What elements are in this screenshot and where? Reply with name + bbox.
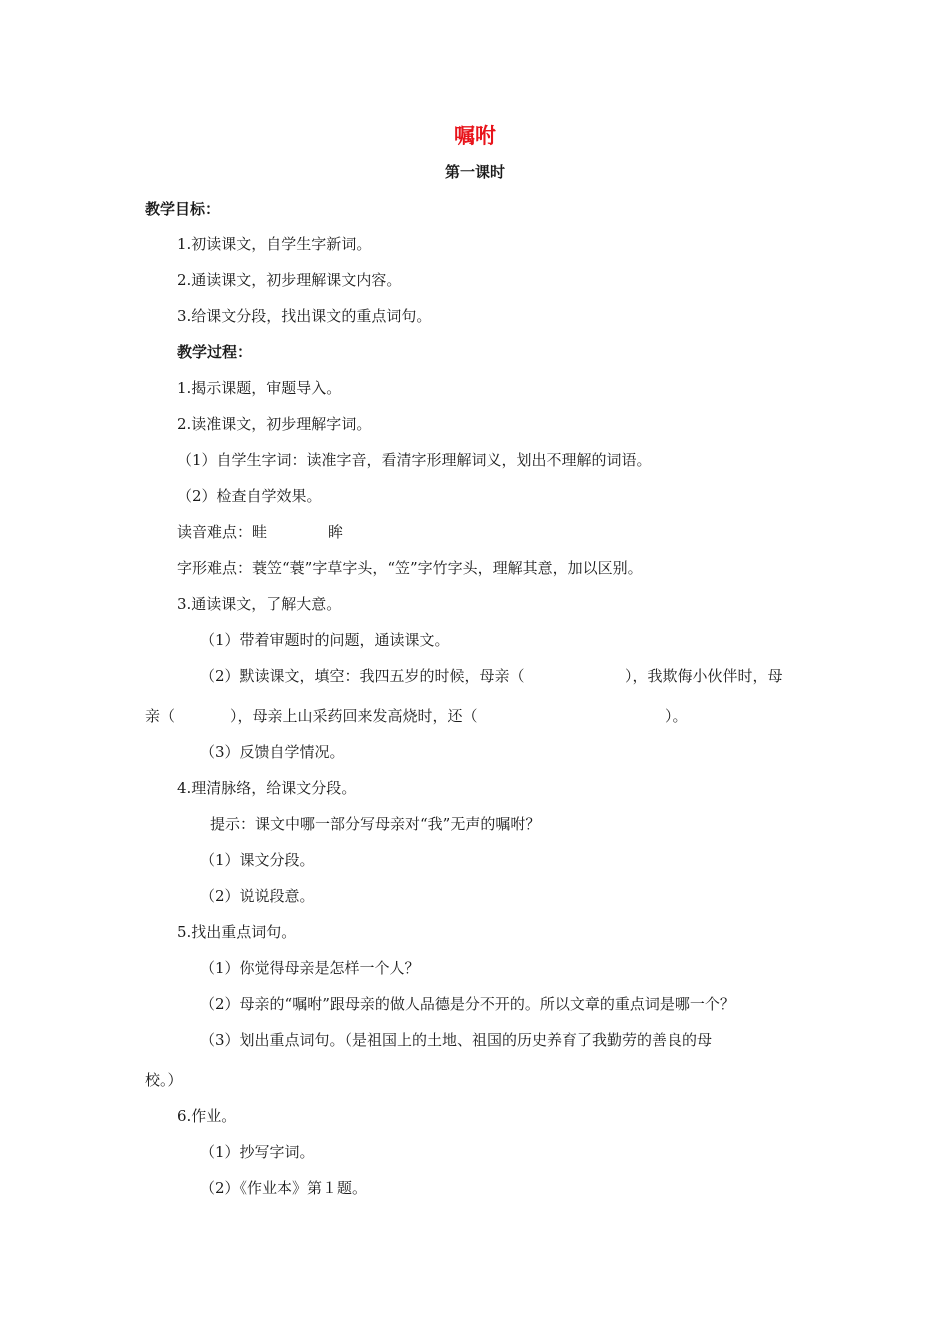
page-title: 嘱咐 — [454, 124, 496, 148]
fill-blank-part: （2）默读课文，填空：我四五岁的时候，母亲（ — [200, 667, 525, 685]
process-substep: （2）检查自学效果。 — [177, 487, 322, 505]
process-substep: （1）课文分段。 — [200, 851, 315, 869]
process-substep: （2）说说段意。 — [200, 887, 315, 905]
fill-blank-part: 亲（ — [145, 707, 176, 725]
fill-blank-part: ）。 — [665, 707, 688, 725]
goal-item: 1.初读课文，自学生字新词。 — [177, 235, 372, 253]
process-substep: （1）带着审题时的问题，通读课文。 — [200, 631, 450, 649]
process-substep: （2）母亲的“嘱咐”跟母亲的做人品德是分不开的。所以文章的重点词是哪一个？ — [200, 995, 735, 1013]
process-step: 4.理清脉络，给课文分段。 — [177, 779, 357, 797]
fill-blank-part: ），我欺侮小伙伴时，母 — [625, 667, 783, 685]
fill-blank-part: ），母亲上山采药回来发高烧时，还（ — [230, 707, 478, 725]
form-difficulty: 字形难点：蓑笠“蓑”字草字头，“笠”字竹字头，理解其意，加以区别。 — [177, 559, 643, 577]
process-substep: （2）《作业本》第１题。 — [200, 1179, 368, 1197]
process-step: 1.揭示课题，审题导入。 — [177, 379, 342, 397]
process-substep: （3）反馈自学情况。 — [200, 743, 345, 761]
process-substep-continued: 校。） — [145, 1071, 183, 1089]
process-substep: （1）你觉得母亲是怎样一个人？ — [200, 959, 420, 977]
process-heading: 教学过程： — [177, 343, 253, 361]
process-substep: （1）自学生字词：读准字音，看清字形理解词义，划出不理解的词语。 — [177, 451, 652, 469]
goal-item: 3.给课文分段，找出课文的重点词句。 — [177, 307, 432, 325]
pronunciation-char: 眸 — [328, 523, 344, 541]
process-substep: （1）抄写字词。 — [200, 1143, 315, 1161]
process-step: 6.作业。 — [177, 1107, 237, 1125]
pronunciation-difficulty: 读音难点：畦 — [177, 523, 268, 541]
goals-heading: 教学目标： — [145, 200, 221, 218]
goal-item: 2.通读课文，初步理解课文内容。 — [177, 271, 402, 289]
lesson-subtitle: 第一课时 — [444, 163, 505, 181]
process-step: 5.找出重点词句。 — [177, 923, 297, 941]
process-substep: （3）划出重点词句。（是祖国上的土地、祖国的历史养育了我勤劳的善良的母 — [200, 1031, 713, 1049]
process-step: 3.通读课文，了解大意。 — [177, 595, 342, 613]
process-step: 2.读准课文，初步理解字词。 — [177, 415, 372, 433]
hint-text: 提示：课文中哪一部分写母亲对“我”无声的嘱咐？ — [210, 815, 541, 833]
